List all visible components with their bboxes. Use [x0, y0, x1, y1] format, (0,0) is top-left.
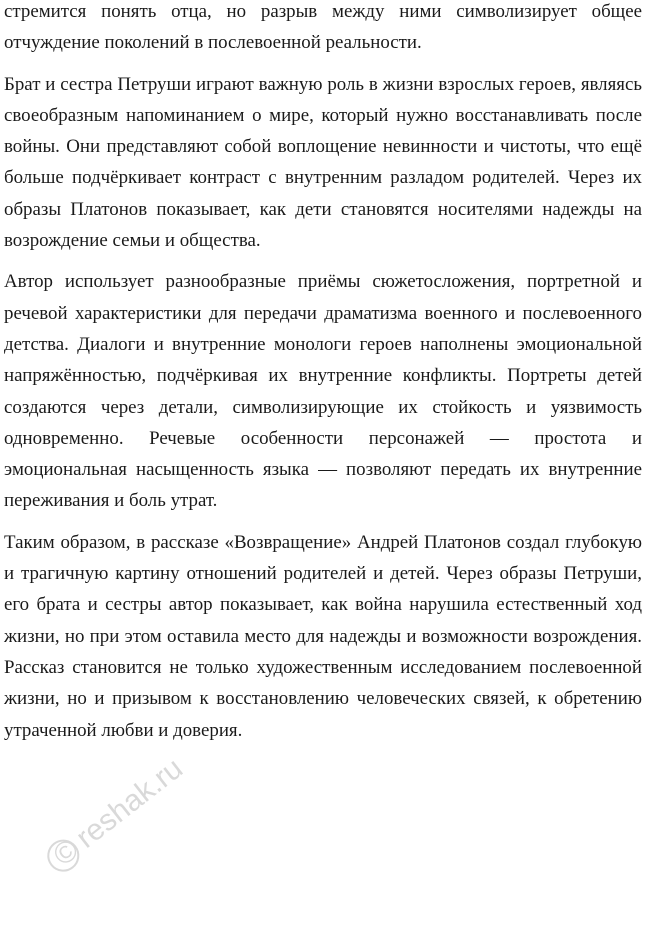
paragraph-2: Брат и сестра Петруши играют важную роль в жизни взрослых героев, являясь своеобразным напоминанием о мире, который нужно восстанавливать после войны. Они представляют собой воплощение невинности и чистоты, что ещё больше подчёркивает контраст с внутренним разладом родителей. Через их образы Платонов показывает, как дети становятся носителями надежды на возрождение семьи и общества.	[4, 73, 642, 252]
watermark-text: reshak.ru	[70, 751, 190, 855]
watermark-symbol: ©	[47, 832, 86, 873]
paragraph-4: Таким образом, в рассказе «Возвращение» Андрей Платонов создал глубокую и трагичную картину отношений родителей и детей. Через образы Петруши, его брата и сестры автор показывает, как война нарушила естественный ход жизни, но при этом оставила место для надежды и возможности возрождения. Рассказ становится не только художественным исследованием послевоенной жизни, но и призывом к восстановлению человеческих связей, к обретению утраченной любви и доверия.	[4, 531, 642, 741]
paragraph-1: стремится понять отца, но разрыв между ними символизирует общее отчуждение поколений в послевоенной реальности.	[4, 1, 642, 54]
paragraph-3: Автор использует разнообразные приёмы сюжетосложения, портретной и речевой характеристики для передачи драматизма военного и послевоенного детства. Диалоги и внутренние монологи героев наполнены эмоциональной напряжённостью, подчёркивая их внутренние конфликты. Портреты детей создаются через детали, символизирующие их стойкость и уязвимость одновременно. Речевые особенности персонажей — простота и эмоциональная насыщенность языка — позволяют передать их внутренние переживания и боль утрат.	[4, 271, 642, 512]
